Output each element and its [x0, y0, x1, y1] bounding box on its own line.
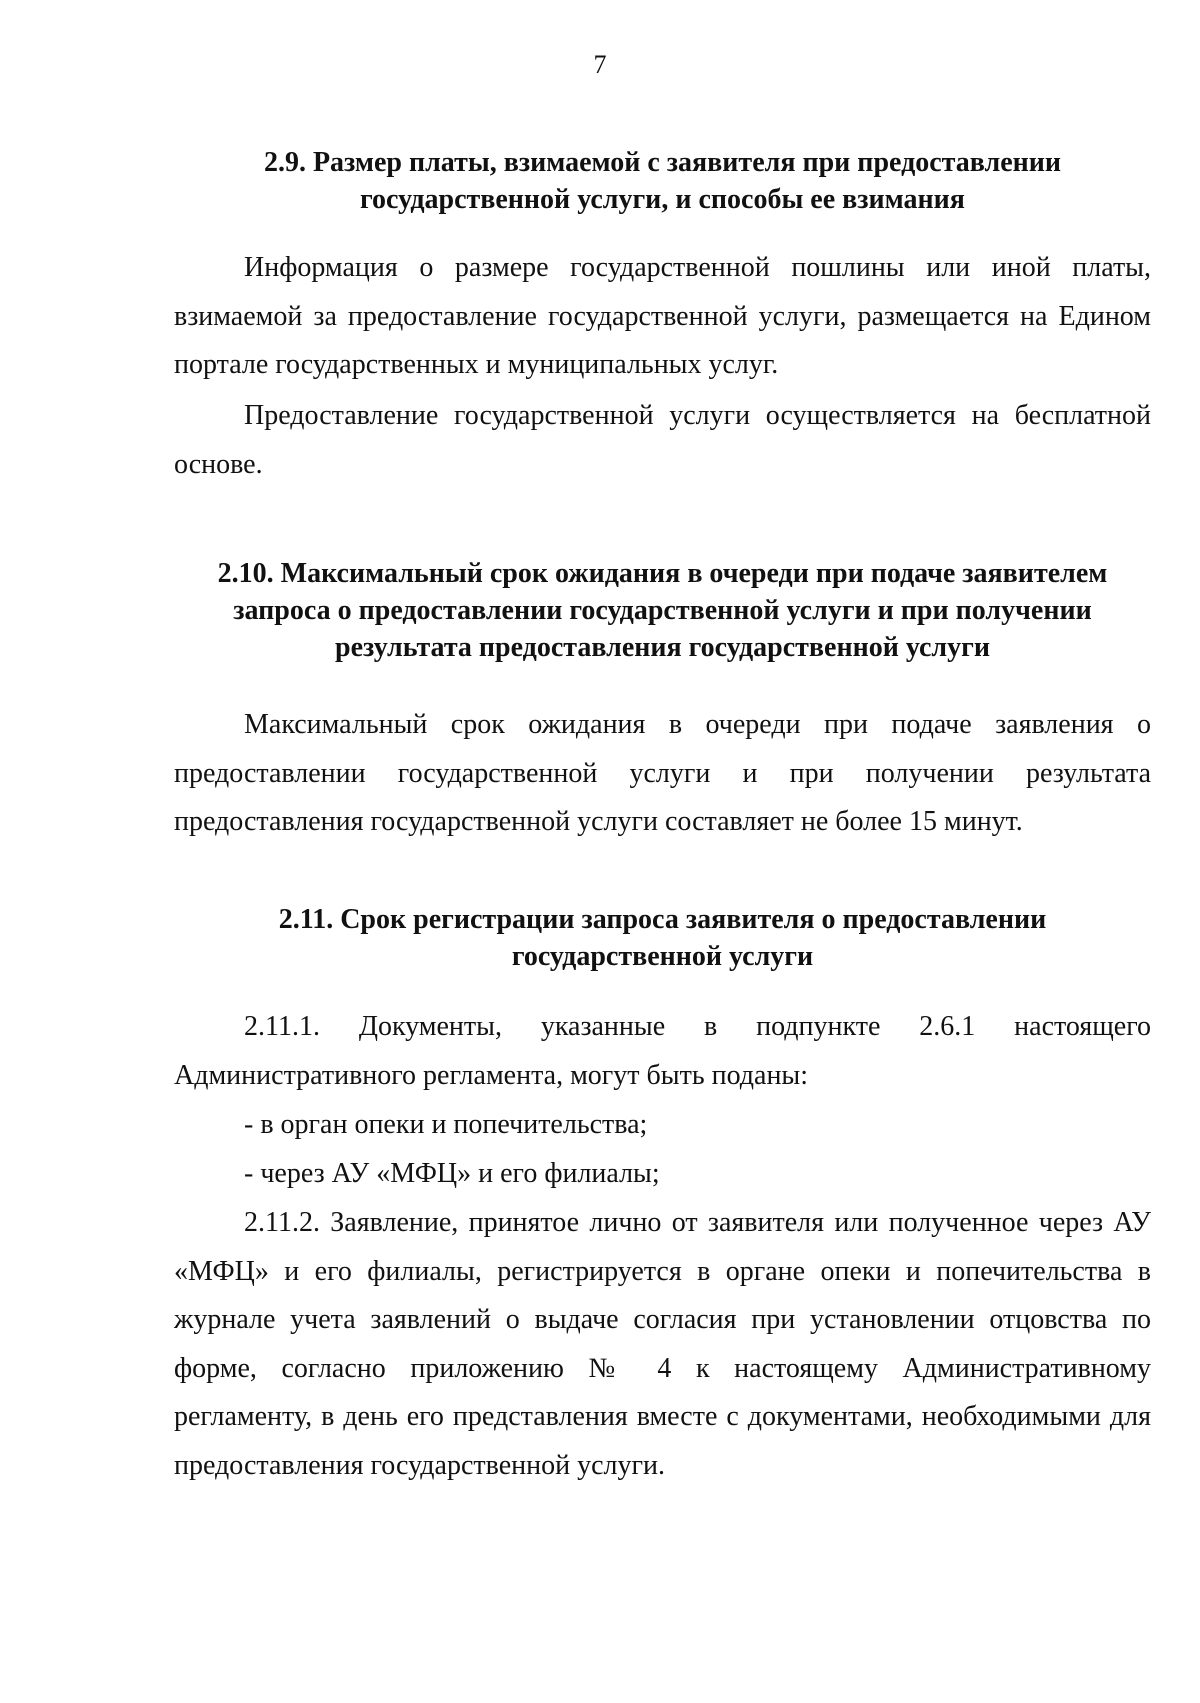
section-heading-2-10 [174, 555, 1151, 666]
paragraph-free-of-charge: Предоставление государственной услуги осуществляется на бесплатной основе. [174, 400, 1151, 480]
heading-line: результата предоставления государственной услуги [335, 632, 990, 663]
section-heading-2-11 [174, 901, 1151, 975]
heading-line: 2.9. Размер платы, взимаемой с заявителя при предоставлении [263, 147, 1062, 178]
page-number: 7 [593, 50, 607, 79]
paragraph-queue-waiting-time: Максимальный срок ожидания в очереди при подаче заявления о предоставлении государственной услуги и при получении результата предоставления государственной услуги составляет не более 15 минут. [174, 709, 1151, 837]
paragraph-2-11-2: 2.11.2. Заявление, принятое лично от заявителя или полученное через АУ «МФЦ» и его филиалы, регистрируется в органе опеки и попечительства в журнале учета заявлений о выдаче согласия при установлении отцовства по форме, согласно приложению № 4 к настоящему Административному регламенту, в день его представления вместе с документами, необходимыми для предоставления государственной услуги. [174, 1207, 1151, 1481]
paragraph-fee-information: Информация о размере государственной пошлины или иной платы, взимаемой за предоставление государственной услуги, размещается на Едином портале государственных и муниципальных услуг. [174, 252, 1151, 380]
section-heading-2-9 [174, 144, 1151, 218]
paragraph-2-11-1: 2.11.1. Документы, указанные в подпункте 2.6.1 настоящего Административного регламента, могут быть поданы: [174, 1011, 1151, 1091]
list-item: - в орган опеки и попечительства; [244, 1109, 648, 1140]
heading-line: 2.11. Срок регистрации запроса заявителя о предоставлении [278, 904, 1047, 935]
heading-line: 2.10. Максимальный срок ожидания в очереди при подаче заявителем [217, 558, 1108, 589]
list-item: - через АУ «МФЦ» и его филиалы; [244, 1158, 660, 1189]
heading-line: государственной услуги, и способы ее взимания [360, 184, 965, 215]
heading-line: запроса о предоставлении государственной услуги и при получении [233, 595, 1092, 626]
heading-line: государственной услуги [511, 941, 814, 972]
